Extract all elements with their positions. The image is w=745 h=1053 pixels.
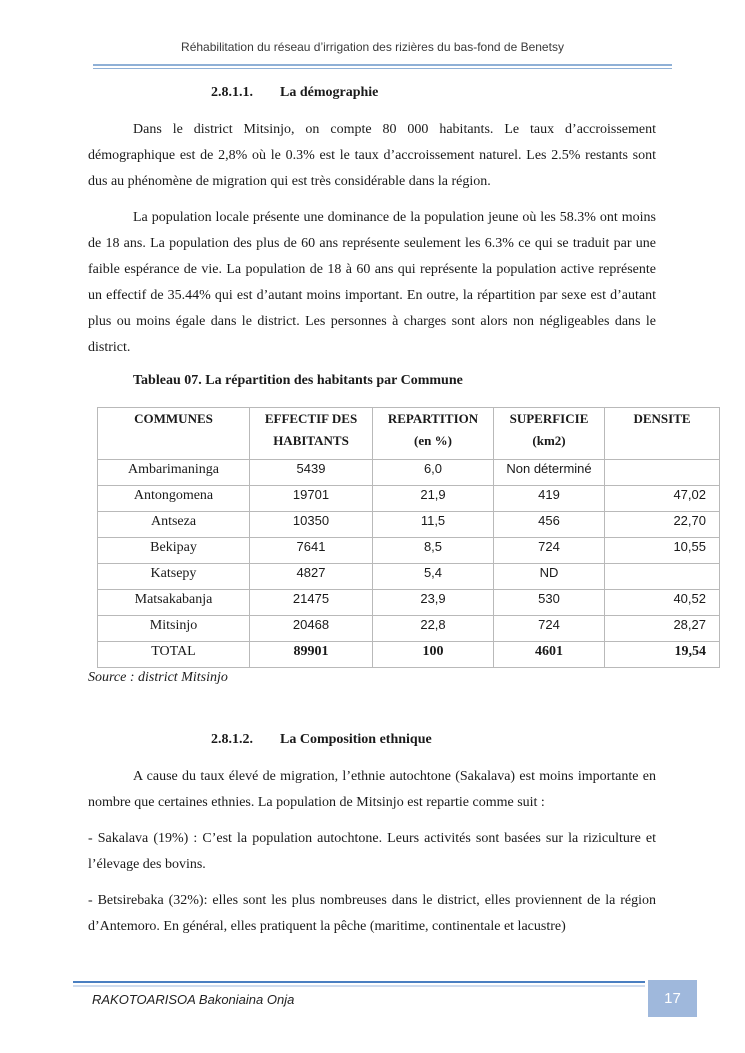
table-cell: Antongomena	[98, 486, 250, 512]
table-cell: Bekipay	[98, 538, 250, 564]
table-cell: 724	[494, 616, 605, 642]
table-cell: Matsakabanja	[98, 590, 250, 616]
table-cell: 100	[373, 642, 494, 668]
table-row	[98, 512, 720, 538]
table-cell: TOTAL	[98, 642, 250, 668]
table-total-row	[98, 642, 720, 668]
table-cell: 4601	[494, 642, 605, 668]
section-heading-composition-ethnique	[211, 732, 432, 748]
table-cell: Ambarimaninga	[98, 460, 250, 486]
table-cell: 19701	[250, 486, 373, 512]
table-row	[98, 616, 720, 642]
section-title: La démographie	[280, 85, 379, 100]
section-number: 2.8.1.2.	[211, 732, 253, 747]
table-cell: ND	[494, 564, 605, 590]
column-header: DENSITE	[605, 408, 720, 460]
table-cell: Mitsinjo	[98, 616, 250, 642]
table-cell: 22,70	[605, 512, 720, 538]
table-cell: 22,8	[373, 616, 494, 642]
table-cell: 419	[494, 486, 605, 512]
table-cell: 23,9	[373, 590, 494, 616]
table-caption: Tableau 07. La répartition des habitants par Commune	[133, 373, 463, 388]
table-cell: 28,27	[605, 616, 720, 642]
paragraph: - Betsirebaka (32%): elles sont les plus nombreuses dans le district, elles proviennent de la région d’Antemoro. En général, elles pratiquent la pêche (maritime, continentale et lacustre)	[88, 893, 656, 934]
table-cell: 47,02	[605, 486, 720, 512]
section-heading-demographie	[211, 85, 378, 101]
table-cell: 10,55	[605, 538, 720, 564]
paragraph: Dans le district Mitsinjo, on compte 80 000 habitants. Le taux d’accroissement démographique est de 2,8% où le 0.3% est le taux d’accroissement naturel. Les 2.5% restants sont dus au phénomène de migration qui est très considérable dans la région.	[88, 122, 656, 189]
column-header: COMMUNES	[98, 408, 250, 460]
table-cell: 21,9	[373, 486, 494, 512]
table-cell	[605, 460, 720, 486]
paragraph: - Sakalava (19%) : C’est la population autochtone. Leurs activités sont basées sur la riziculture et l’élevage des bovins.	[88, 831, 656, 872]
table-row	[98, 538, 720, 564]
table-cell: 456	[494, 512, 605, 538]
population-table	[97, 407, 720, 668]
column-header: REPARTITION (en %)	[373, 408, 494, 460]
table-row	[98, 460, 720, 486]
table-header-row	[98, 408, 720, 460]
page-header-title: Réhabilitation du réseau d’irrigation des rizières du bas-fond de Benetsy	[181, 40, 564, 54]
table-cell: 5,4	[373, 564, 494, 590]
table-row	[98, 564, 720, 590]
table-cell: 530	[494, 590, 605, 616]
column-header: SUPERFICIE (km2)	[494, 408, 605, 460]
table-cell: 4827	[250, 564, 373, 590]
section-number: 2.8.1.1.	[211, 85, 253, 100]
header-rule-2	[93, 68, 672, 69]
table-cell: 20468	[250, 616, 373, 642]
table-cell: 7641	[250, 538, 373, 564]
footer-author: RAKOTOARISOA Bakoniaina Onja	[92, 992, 295, 1007]
section-title: La Composition ethnique	[280, 732, 432, 747]
table-cell: 724	[494, 538, 605, 564]
table-row	[98, 486, 720, 512]
table-cell	[605, 564, 720, 590]
table-cell: 11,5	[373, 512, 494, 538]
table-cell: 5439	[250, 460, 373, 486]
table-cell: 21475	[250, 590, 373, 616]
table-cell: 10350	[250, 512, 373, 538]
table-cell: Antseza	[98, 512, 250, 538]
table-cell: 19,54	[605, 642, 720, 668]
table-cell: 6,0	[373, 460, 494, 486]
footer-rule	[73, 980, 645, 990]
table-row	[98, 590, 720, 616]
table-cell: Katsepy	[98, 564, 250, 590]
header-rule	[93, 64, 672, 66]
paragraph: A cause du taux élevé de migration, l’ethnie autochtone (Sakalava) est moins importante en nombre que certaines ethnies. La population de Mitsinjo est repartie comme suit :	[88, 769, 656, 810]
table-cell: 89901	[250, 642, 373, 668]
table-cell: Non déterminé	[494, 460, 605, 486]
page-number: 17	[648, 980, 697, 1017]
table-source: Source : district Mitsinjo	[88, 670, 228, 685]
table-cell: 40,52	[605, 590, 720, 616]
paragraph: La population locale présente une dominance de la population jeune où les 58.3% ont moins de 18 ans. La population des plus de 60 ans représente seulement les 6.3% ce qui se traduit par une faible espérance de vie. La population de 18 à 60 ans qui représente la population active représente un effectif de 35.44% qui est d’autant moins important. En outre, la répartition par sexe est d’autant plus ou moins égale dans le district. Les personnes à charges sont alors non négligeables dans le district.	[88, 210, 656, 355]
table-cell: 8,5	[373, 538, 494, 564]
column-header: EFFECTIF DES HABITANTS	[250, 408, 373, 460]
